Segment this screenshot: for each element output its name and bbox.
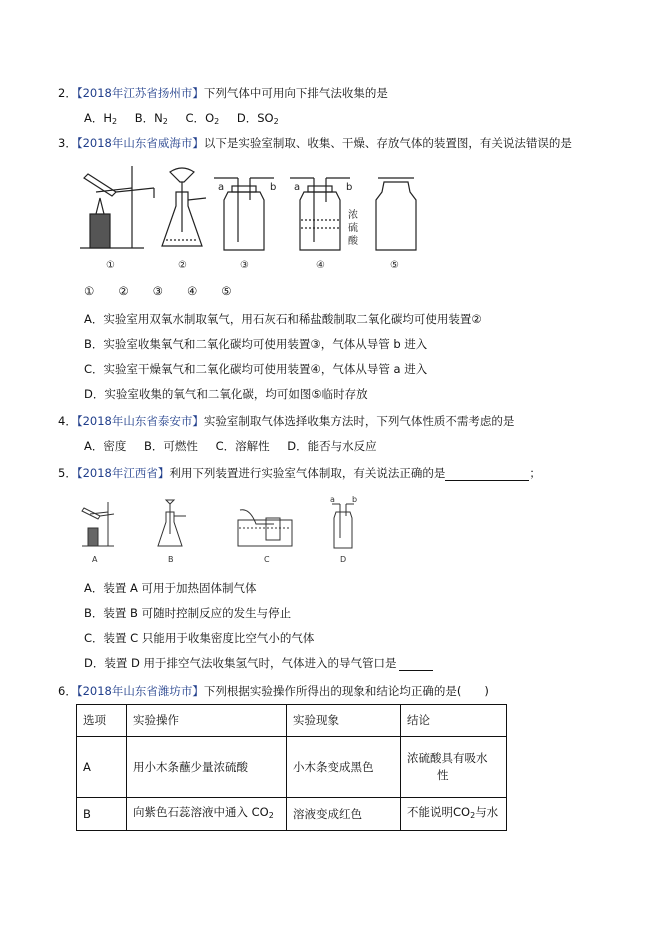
q6-row-a-operation: 用小木条蘸少量浓硫酸: [127, 737, 287, 798]
q4-option-c: C．溶解性: [215, 439, 270, 453]
q3-stem: 以下是实验室制取、收集、干燥、存放气体的装置图，有关说法错误的是: [203, 136, 572, 150]
q6-header-conclusion: 结论: [401, 705, 507, 737]
fig-label-1: ①: [106, 260, 115, 271]
fig-label-5: ⑤: [390, 260, 399, 271]
apparatus-2: [162, 168, 206, 246]
q2-option-b: B．$N_2$: [134, 111, 168, 126]
q5-tail: ；: [529, 466, 541, 480]
q2-option-a: A．$H_2$: [84, 111, 118, 126]
q5-number: 5．: [58, 466, 77, 480]
q3-option-a: A．实验室用双氧水制取氧气，用石灰石和稀盐酸制取二氧化碳均可使用装置②: [84, 312, 482, 326]
q3-caption-3: ③: [152, 284, 163, 298]
q6-number: 6．: [58, 684, 77, 698]
q5-option-b: B．装置 B 可随时控制反应的发生与停止: [84, 606, 292, 620]
q2-stem-line: [58, 85, 388, 101]
apparatus-a: [82, 502, 114, 546]
q4-stem: 实验室制取气体选择收集方法时，下列气体性质不需考虑的是: [203, 414, 515, 428]
q3-option-b: B．实验室收集氧气和二氧化碳均可使用装置③，气体从导管 b 进入: [84, 337, 428, 351]
q5-source: 【2018年江西省】: [76, 466, 170, 480]
q6-row-a-option: A: [77, 737, 127, 798]
acid-label-1: 浓: [348, 210, 358, 221]
q6-row-b-phenomenon: 溶液变成红色: [287, 798, 401, 831]
q3-captions: [84, 283, 232, 299]
q3-caption-2: ②: [118, 284, 129, 298]
q4-option-b: B．可燃性: [144, 439, 198, 453]
q4-tube-a-label: a: [294, 182, 301, 193]
q2-option-c: C．$O_2$: [185, 111, 220, 126]
q4-options: [84, 438, 377, 454]
q4-option-d: D．能否与水反应: [287, 439, 377, 453]
q4-source: 【2018年山东省泰安市】: [76, 414, 204, 428]
q6-row-a-conclusion: 浓硫酸具有吸水 性: [401, 737, 507, 798]
acid-label-2: 硫: [348, 223, 358, 234]
q5-label-a: A: [92, 555, 98, 564]
q4-tube-b-label: b: [346, 182, 353, 193]
q3-caption-1: ①: [84, 284, 95, 298]
q5-option-c: C．装置 C 只能用于收集密度比空气小的气体: [84, 631, 315, 645]
q2-stem: 下列气体中可用向下排气法收集的是: [203, 86, 388, 100]
q6-row-b-operation: 向紫色石蕊溶液中通入 $CO_2$: [127, 798, 287, 831]
q4-option-a: A．密度: [84, 439, 127, 453]
q6-header-option: 选项: [77, 705, 127, 737]
q3-caption-5: ⑤: [221, 284, 232, 298]
q4-number: 4．: [58, 414, 77, 428]
q5-stem-line: [58, 465, 541, 481]
q5-tube-b-label: b: [352, 495, 358, 504]
q6-header-row: [77, 705, 507, 737]
q3-source: 【2018年山东省威海市】: [76, 136, 204, 150]
fig-label-3: ③: [240, 260, 249, 271]
q5-option-d: D．装置 D 用于排空气法收集氢气时，气体进入的导气管口是: [84, 655, 433, 671]
q4-stem-line: [58, 413, 514, 429]
q6-source: 【2018年山东省潍坊市】: [76, 684, 204, 698]
apparatus-1: [80, 166, 154, 248]
fig-label-2: ②: [178, 260, 187, 271]
q5-stem: 利用下列装置进行实验室气体制取，有关说法正确的是: [169, 466, 446, 480]
q3-tube-a-label: a: [218, 182, 225, 193]
q2-number: 2．: [58, 86, 77, 100]
q6-stem: 下列根据实验操作所得出的现象和结论均正确的是( ): [203, 684, 489, 698]
apparatus-d: [332, 504, 354, 548]
apparatus-c: [238, 510, 292, 546]
q5-label-d: D: [340, 555, 347, 564]
apparatus-5: [376, 178, 416, 250]
q6-row-b-conclusion: 不能说明$CO_2$与水: [401, 798, 507, 831]
q5-option-a: A．装置 A 可用于加热固体制气体: [84, 581, 257, 595]
q6-row-b: [77, 798, 507, 831]
q2-option-d: D．$SO_2$: [236, 111, 279, 126]
q2-options: [84, 110, 279, 130]
q5-label-b: B: [168, 555, 174, 564]
q6-table: [76, 704, 507, 831]
q3-option-d: D．实验室收集的氧气和二氧化碳，均可如图⑤临时存放: [84, 387, 368, 401]
q3-option-c: C．实验室干燥氧气和二氧化碳均可使用装置④，气体从导管 a 进入: [84, 362, 428, 376]
fig-label-4: ④: [316, 260, 325, 271]
q6-header-phenomenon: 实验现象: [287, 705, 401, 737]
acid-label-3: 酸: [348, 236, 358, 247]
q5-tube-a-label: a: [330, 495, 335, 504]
q3-tube-b-label: b: [270, 182, 277, 193]
q5-answer-blank[interactable]: [445, 466, 529, 481]
q3-stem-line: [58, 135, 572, 151]
q3-number: 3．: [58, 136, 77, 150]
q6-stem-line: [58, 683, 489, 699]
apparatus-b: [158, 500, 186, 546]
q6-row-a-phenomenon: 小木条变成黑色: [287, 737, 401, 798]
q3-apparatus-figure: [78, 162, 428, 274]
q2-source: 【2018年江苏省扬州市】: [76, 86, 204, 100]
q5-label-c: C: [264, 555, 270, 564]
q6-row-a: [77, 737, 507, 798]
q5-option-d-blank[interactable]: [399, 656, 433, 671]
q6-header-operation: 实验操作: [127, 705, 287, 737]
q3-caption-4: ④: [186, 284, 198, 298]
q6-row-b-option: B: [77, 798, 127, 831]
q5-apparatus-figure: [78, 494, 368, 568]
